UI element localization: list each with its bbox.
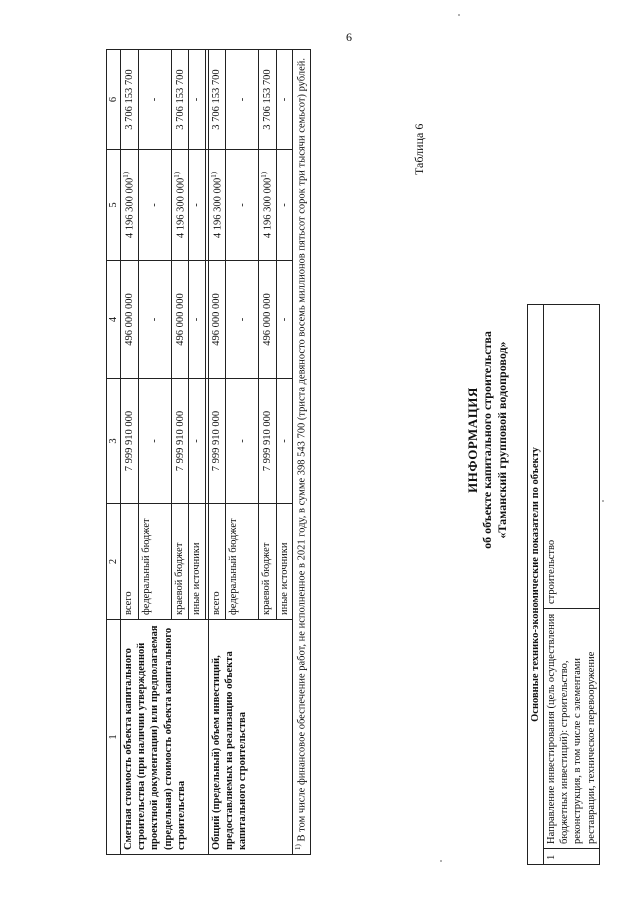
group-title: Общий (предельный) объем инвестиций, предоставляемых на реализацию объекта капитального строительства [208,620,292,855]
value-cell: 7 999 910 000 [121,379,139,504]
value-cell: 7 999 910 000 [259,379,277,504]
footnote [292,50,310,855]
source-cell: краевой бюджет [259,504,277,620]
column-number: 1 [107,620,121,855]
footnote-marker: 1) [122,171,131,178]
indicator-value: строительство [544,305,600,609]
source-cell: федеральный бюджет [226,504,259,620]
value-cell: - [226,261,259,379]
table-row [208,50,226,855]
source-cell: федеральный бюджет [138,504,171,620]
column-number: 2 [107,504,121,620]
column-number: 5 [107,150,121,261]
value-cell: - [276,379,292,504]
column-number-row [107,50,121,855]
source-cell: краевой бюджет [171,504,189,620]
table-caption: Таблица 6 [412,123,426,175]
info-subtitle: об объекте капитального строительства [480,331,494,549]
scan-speck [602,500,604,502]
value-cell: 3 706 153 700 [171,50,189,150]
indicators-table [527,304,600,865]
section-title: Основные технико-экономические показатели по объекту [528,305,544,865]
value-text: 4 196 300 000 [175,177,187,239]
footnote-marker: 1) [172,171,181,178]
value-cell [208,150,226,261]
value-cell: - [226,379,259,504]
footnote-marker: 1) [293,844,302,850]
section-row [528,305,544,865]
value-cell [259,150,277,261]
value-cell: - [138,150,171,261]
value-cell: - [226,150,259,261]
value-text: 4 196 300 000 [212,177,223,239]
value-cell: - [189,261,205,379]
value-cell: 7 999 910 000 [171,379,189,504]
table-row [121,50,139,855]
row-number: 1 [544,849,600,865]
value-cell: - [276,50,292,150]
column-number: 3 [107,379,121,504]
value-cell: - [226,50,259,150]
page-number: 6 [346,30,352,44]
value-cell: 7 999 910 000 [208,379,226,504]
info-title: ИНФОРМАЦИЯ [465,387,480,493]
value-cell: 3 706 153 700 [259,50,277,150]
investment-table [106,49,311,855]
column-number: 6 [107,50,121,150]
source-cell: иные источники [189,504,205,620]
value-cell: 496 000 000 [208,261,226,379]
scan-speck [440,860,442,862]
value-cell: 496 000 000 [259,261,277,379]
indicator-label: Направление инвестирования (цель осуществления бюджетных инвестиций): строительство, реконструкция, в том числе с элементами реставрации, техническое перевооружение [544,609,600,849]
footnote-text: В том числе финансовое обеспечение работ, не исполненное в 2021 году, в сумме 398 543 700 (триста девяносто восемь миллионов пятьсот сорок три тысячи семьсот) рублей. [296,57,308,842]
source-cell: иные источники [276,504,292,620]
value-cell: - [276,261,292,379]
source-cell: всего [121,504,139,620]
table-row [544,305,600,865]
source-cell: всего [208,504,226,620]
value-cell: - [189,379,205,504]
group-title: Сметная стоимость объекта капитального строительства (при наличии утвержденной проектной документации) или предполагаемая (предельная) стоимость объекта капитального строительства [121,620,208,855]
value-cell: - [138,50,171,150]
value-cell: - [189,50,205,150]
value-cell: 496 000 000 [171,261,189,379]
value-text: 4 196 300 000 [124,177,136,239]
value-cell [121,150,139,261]
footnote-row [292,50,310,855]
value-cell: - [276,150,292,261]
value-cell: - [189,150,205,261]
value-cell: 3 706 153 700 [208,50,226,150]
scan-speck [458,14,460,16]
value-text: 4 196 300 000 [262,177,274,239]
value-cell [171,150,189,261]
value-cell: 3 706 153 700 [121,50,139,150]
value-cell: - [138,379,171,504]
footnote-marker: 1) [260,171,269,178]
info-object-name: «Таманский групповой водопровод» [495,341,509,539]
footnote-marker: 1) [209,171,218,178]
value-cell: 496 000 000 [121,261,139,379]
column-number: 4 [107,261,121,379]
value-cell: - [138,261,171,379]
